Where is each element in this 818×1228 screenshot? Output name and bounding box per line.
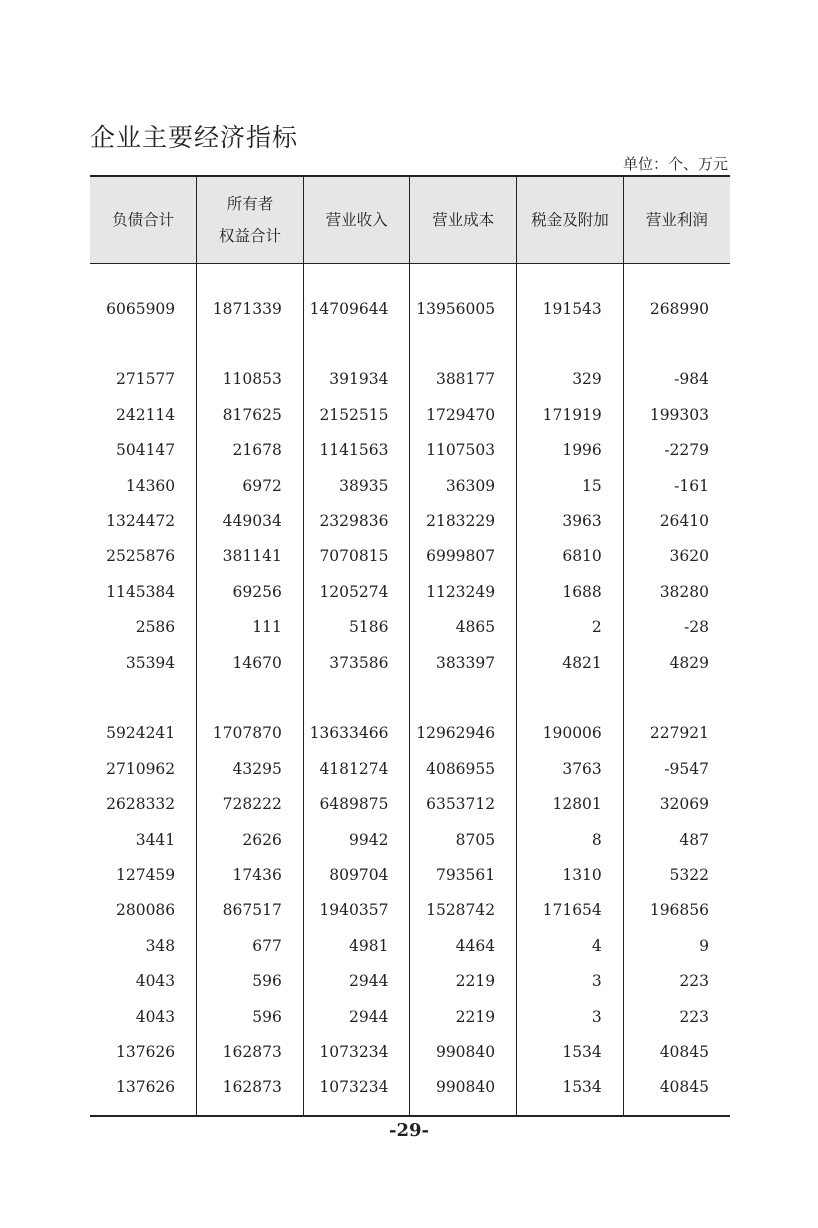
table-cell: 6972 [197,468,304,503]
table-cell: 13956005 [410,291,517,326]
header-liabilities: 负债合计 [90,176,197,264]
table-cell: 596 [197,999,304,1034]
table-cell: 1073234 [303,1070,410,1105]
table-cell: 2183229 [410,503,517,538]
table-cell: 9942 [303,822,410,857]
table-cell: 223 [623,999,730,1034]
table-row [90,786,730,821]
table-row [90,645,730,680]
table-cell: 1528742 [410,893,517,928]
table-cell [410,1105,517,1116]
table-cell: 40845 [623,1034,730,1069]
table-cell: 5186 [303,610,410,645]
table-cell: 35394 [125,653,176,672]
table-cell: 3441 [135,830,176,849]
table-cell: 69256 [197,574,304,609]
table-cell: 990840 [410,1070,517,1105]
table-spacer-row [90,1105,730,1116]
table-row [90,716,730,751]
header-operating-revenue: 营业收入 [303,176,410,264]
table-cell: 3 [517,999,624,1034]
page-title: 企业主要经济指标 [90,123,299,152]
table-cell [410,680,517,715]
table-cell: 8 [517,822,624,857]
table-row [90,468,730,503]
table-cell: -984 [623,362,730,397]
table-cell [90,264,197,292]
table-cell: 5322 [623,857,730,892]
table-cell: 110853 [197,362,304,397]
table-cell: 43295 [197,751,304,786]
table-cell: 391934 [303,362,410,397]
table-row [90,751,730,786]
table-cell: 1940357 [303,893,410,928]
table-cell: 40845 [623,1070,730,1105]
table-cell [90,680,197,715]
table-cell: 271577 [115,370,176,389]
table-cell: 5924241 [106,724,176,743]
table-cell: 2525876 [106,547,176,566]
table-cell: 1871339 [197,291,304,326]
table-cell: 280086 [115,901,176,920]
table-cell: 1688 [517,574,624,609]
table-cell: 2626 [197,822,304,857]
unit-label: 单位：个、万元 [622,155,728,173]
table-cell: 2710962 [106,759,176,778]
table-cell [90,326,197,361]
table-cell: 137626 [115,1042,176,1061]
table-cell: 242114 [115,405,176,424]
table-cell [303,1105,410,1116]
table-cell: 1310 [517,857,624,892]
table-row [90,1034,730,1069]
table-cell: 171654 [517,893,624,928]
table-cell: -9547 [623,751,730,786]
table-cell: 227921 [623,716,730,751]
table-cell: 2219 [410,999,517,1034]
table-cell: 268990 [623,291,730,326]
table-cell: 4043 [135,1007,176,1026]
table-header-row [90,176,730,264]
table-cell: -28 [623,610,730,645]
table-cell: 1141563 [303,433,410,468]
table-row [90,503,730,538]
table-cell [197,680,304,715]
table-row [90,822,730,857]
table-cell: 9 [623,928,730,963]
table-cell: 2628332 [106,795,176,814]
table-cell: 1107503 [410,433,517,468]
table-cell [303,264,410,292]
table-cell: 6353712 [410,786,517,821]
table-cell [90,1105,197,1116]
table-cell: 1707870 [197,716,304,751]
table-row [90,433,730,468]
table-cell: 2329836 [303,503,410,538]
table-cell: 38280 [623,574,730,609]
table-row [90,1070,730,1105]
table-row [90,999,730,1034]
table-cell: 196856 [623,893,730,928]
table-cell: 1073234 [303,1034,410,1069]
table-cell: 1729470 [410,397,517,432]
table-cell: 6999807 [410,539,517,574]
table-cell [623,326,730,361]
table-cell [623,1105,730,1116]
table-cell: 2 [517,610,624,645]
header-owners-equity: 所有者 权益合计 [197,176,304,264]
table-cell [410,264,517,292]
table-cell [517,1105,624,1116]
table-cell [623,264,730,292]
table-cell: 2944 [303,999,410,1034]
table-cell: 4043 [135,972,176,991]
table-cell: 1145384 [106,582,176,601]
table-cell: 199303 [623,397,730,432]
table-row [90,963,730,998]
table-cell: 4865 [410,610,517,645]
header-taxes-surcharges: 税金及附加 [517,176,624,264]
table-cell [303,326,410,361]
table-cell: 13633466 [303,716,410,751]
table-row [90,610,730,645]
table-cell: 793561 [410,857,517,892]
table-row [90,574,730,609]
page-number: -29- [389,1120,429,1141]
table-cell: -2279 [623,433,730,468]
table-cell: 14670 [197,645,304,680]
table-cell: 2586 [135,618,176,637]
table-row [90,539,730,574]
table-cell: 809704 [303,857,410,892]
table-cell [303,680,410,715]
table-cell [517,680,624,715]
table-cell: 4981 [303,928,410,963]
header-operating-profit: 营业利润 [623,176,730,264]
table-cell: 348 [145,936,176,955]
table-cell: 127459 [115,865,176,884]
table-cell: 6810 [517,539,624,574]
table-cell: 223 [623,963,730,998]
table-row [90,893,730,928]
table-cell [623,680,730,715]
table-cell: 137626 [115,1078,176,1097]
table-cell: 817625 [197,397,304,432]
table-row [90,397,730,432]
table-cell: 171919 [517,397,624,432]
table-cell: 32069 [623,786,730,821]
table-cell: 596 [197,963,304,998]
table-cell [517,264,624,292]
table-cell: 26410 [623,503,730,538]
table-cell: 4464 [410,928,517,963]
table-cell [517,326,624,361]
table-cell: 1534 [517,1034,624,1069]
table-row [90,857,730,892]
table-cell: 1996 [517,433,624,468]
table-row [90,362,730,397]
table-cell: 3 [517,963,624,998]
table-cell: 329 [517,362,624,397]
table-cell: 373586 [303,645,410,680]
table-cell: 3763 [517,751,624,786]
table-cell: 7070815 [303,539,410,574]
table-cell: 12962946 [410,716,517,751]
table-cell: 14709644 [303,291,410,326]
table-row [90,928,730,963]
table-cell: 4 [517,928,624,963]
table-cell [197,326,304,361]
table-cell: 4181274 [303,751,410,786]
table-cell [197,1105,304,1116]
table-cell: 1324472 [106,512,176,531]
table-cell: 381141 [197,539,304,574]
table-cell: 6489875 [303,786,410,821]
table-cell: 191543 [517,291,624,326]
table-cell: 990840 [410,1034,517,1069]
table-cell: 38935 [303,468,410,503]
table-cell: 3620 [623,539,730,574]
table-cell: 6065909 [106,299,176,318]
table-cell [197,264,304,292]
table-cell: 162873 [197,1034,304,1069]
header-operating-cost: 营业成本 [410,176,517,264]
table-cell: 36309 [410,468,517,503]
table-cell: 728222 [197,786,304,821]
table-cell: 4821 [517,645,624,680]
table-cell: 677 [197,928,304,963]
table-cell: 4086955 [410,751,517,786]
table-cell: 487 [623,822,730,857]
table-cell: 388177 [410,362,517,397]
table-cell: 4829 [623,645,730,680]
table-cell: 2944 [303,963,410,998]
table-cell: 1534 [517,1070,624,1105]
table-cell: 449034 [197,503,304,538]
table-cell: -161 [623,468,730,503]
table-cell: 111 [197,610,304,645]
table-cell [410,326,517,361]
table-cell: 3963 [517,503,624,538]
table-spacer-row [90,680,730,715]
table-cell: 867517 [197,893,304,928]
table-cell: 2152515 [303,397,410,432]
table-row [90,291,730,326]
table-spacer-row [90,326,730,361]
table-cell: 1123249 [410,574,517,609]
table-cell: 15 [517,468,624,503]
table-cell: 14360 [125,476,176,495]
table-cell: 162873 [197,1070,304,1105]
table-cell: 12801 [517,786,624,821]
table-cell: 17436 [197,857,304,892]
table-cell: 21678 [197,433,304,468]
table-cell: 1205274 [303,574,410,609]
table-cell: 2219 [410,963,517,998]
economic-indicators-table [90,175,730,1117]
table-cell: 504147 [115,441,176,460]
table-spacer-row [90,264,730,292]
table-cell: 383397 [410,645,517,680]
table-cell: 8705 [410,822,517,857]
table-cell: 190006 [517,716,624,751]
